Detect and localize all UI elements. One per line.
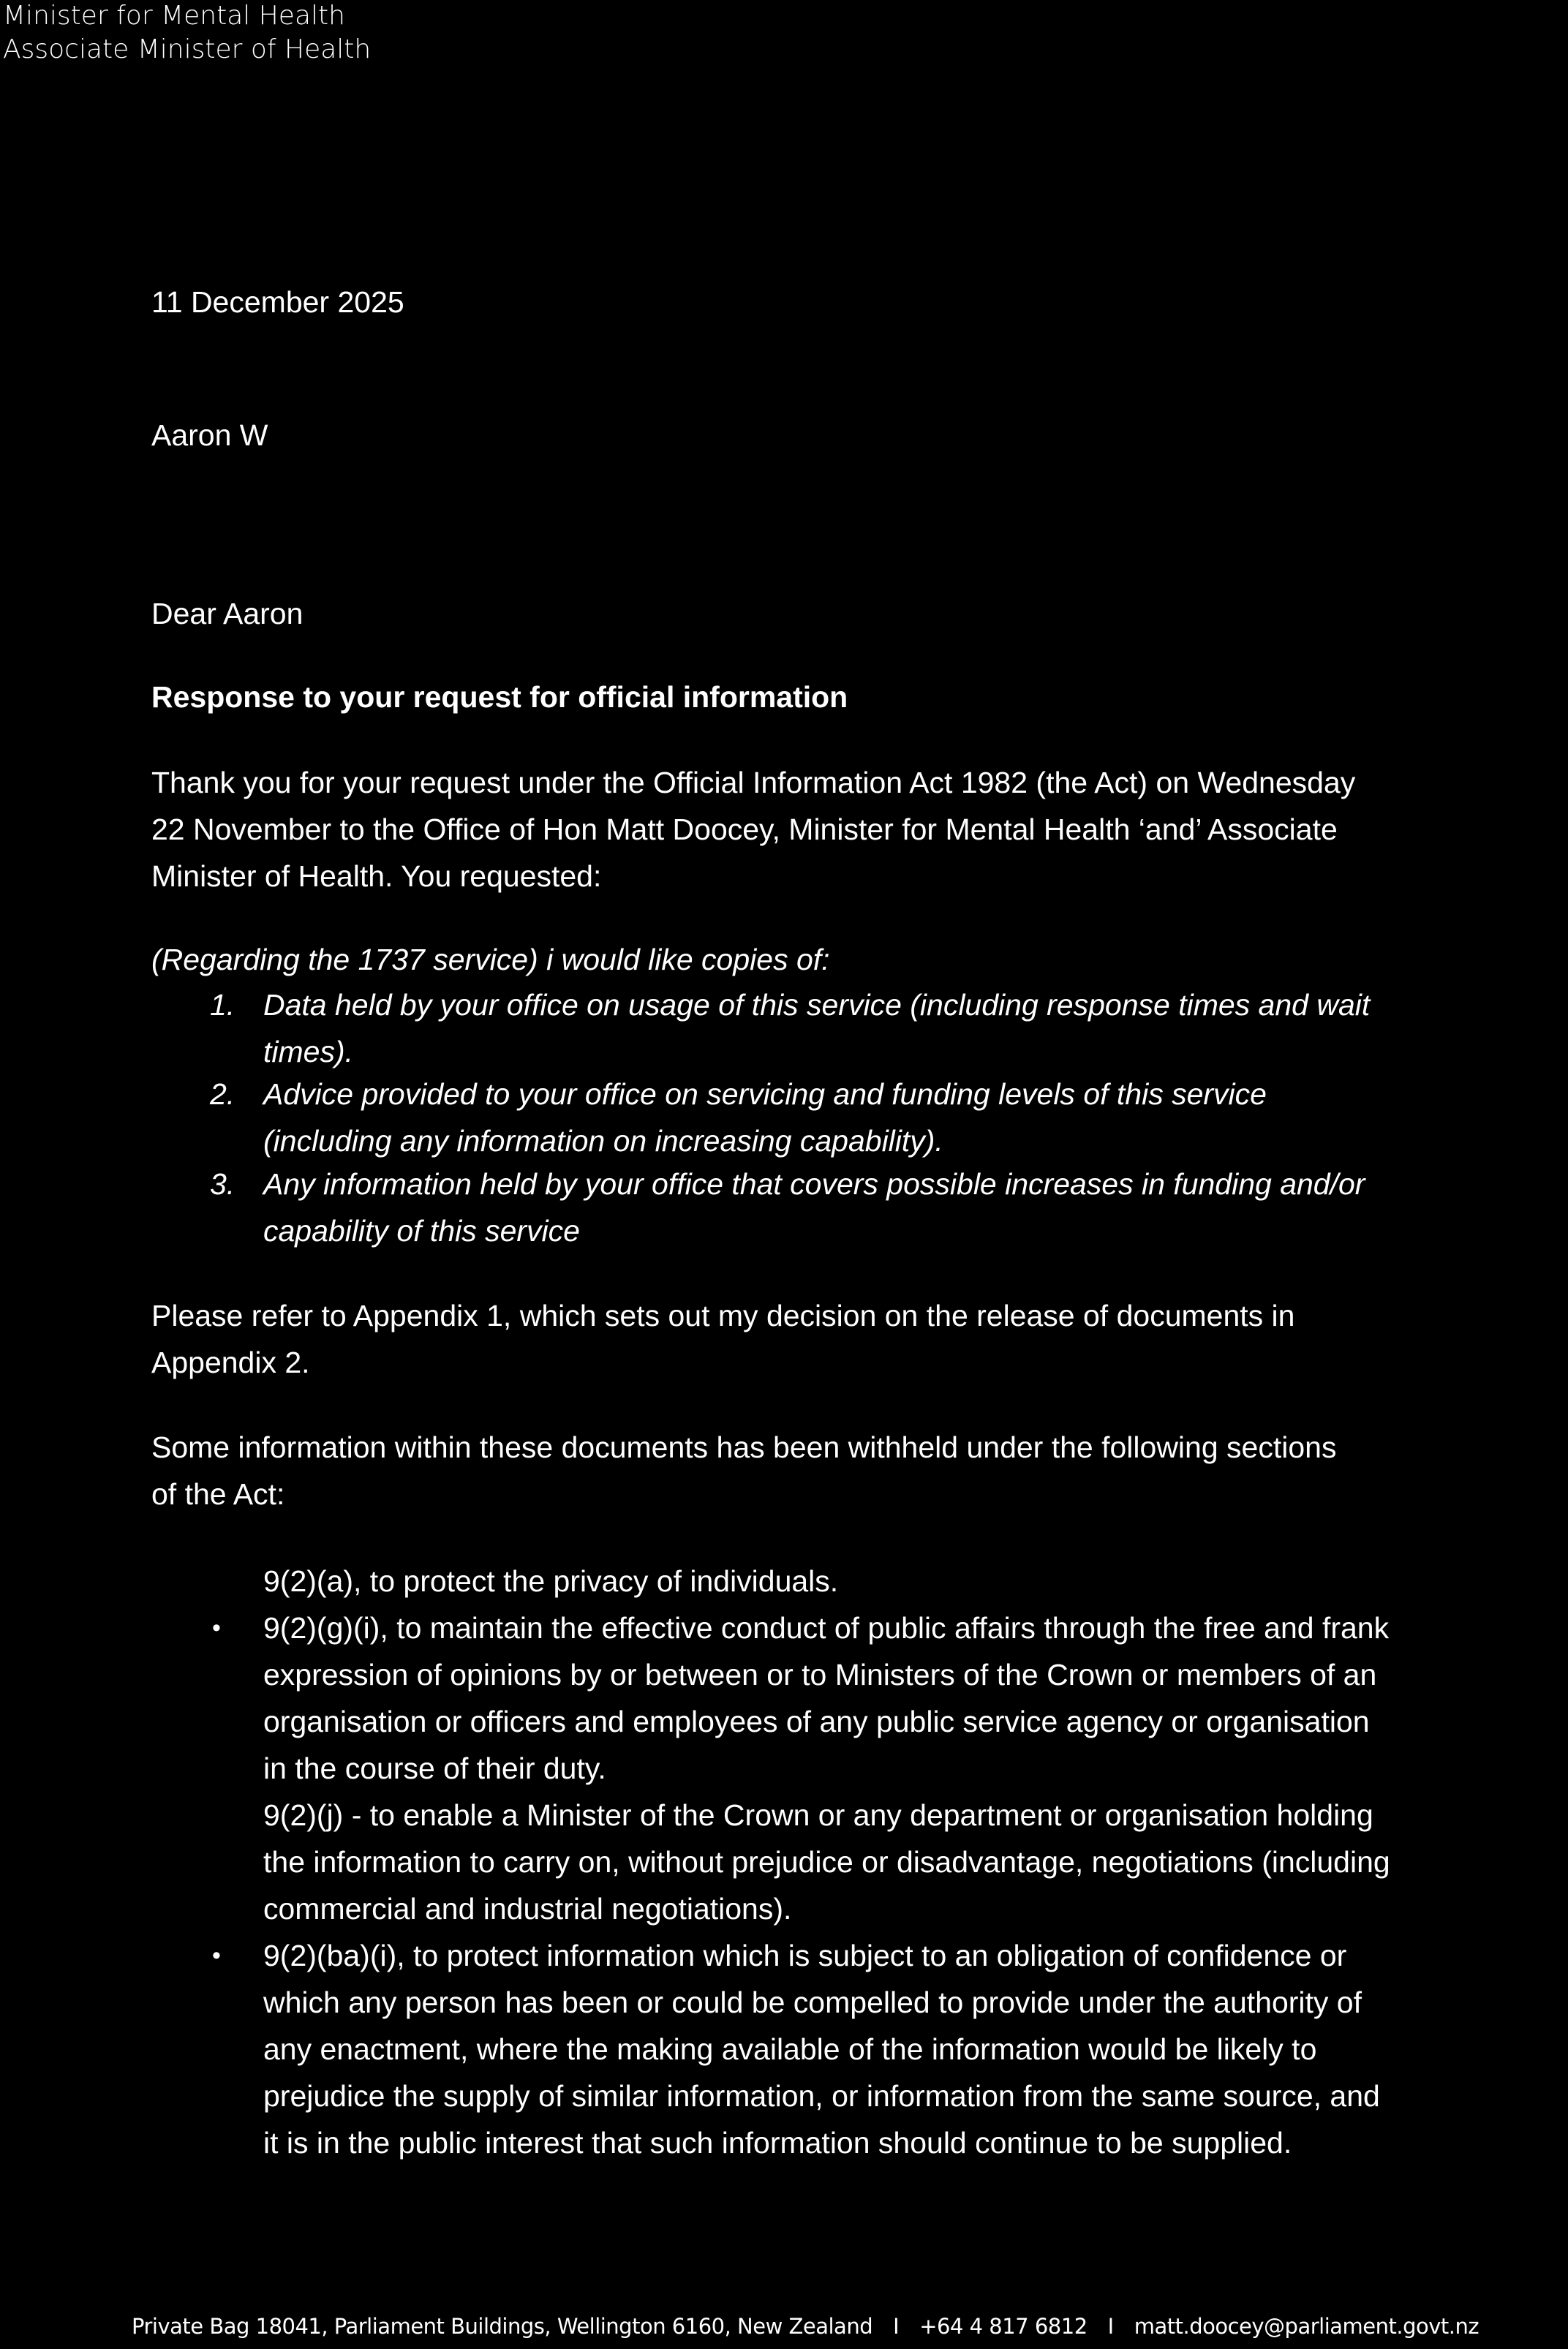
section-text [263, 1932, 1380, 2166]
appendix-line: Appendix 2. [151, 1346, 310, 1379]
item-number: 1. [210, 988, 235, 1022]
subject-heading: Response to your request for official information [151, 680, 848, 714]
section-text [263, 1558, 838, 1605]
letter-date: 11 December 2025 [151, 285, 404, 319]
letterhead-title: Minister for Mental Health [3, 1, 345, 31]
bullet-icon: • [212, 1614, 221, 1642]
item-text [263, 1161, 1365, 1254]
item-line: times). [263, 1035, 353, 1068]
letterhead-subtitle: Associate Minister of Health [3, 34, 372, 64]
intro-line: Thank you for your request under the Official Information Act 1982 (the Act) on Wednesday [151, 766, 1356, 799]
intro-line: Minister of Health. You requested: [151, 859, 602, 893]
section-line: the information to carry on, without prejudice or disadvantage, negotiations (including [263, 1845, 1390, 1879]
footer-email: matt.doocey@parliament.govt.nz [1134, 2314, 1480, 2339]
section-line: any enactment, where the making available of the information would be likely to [263, 2032, 1317, 2066]
salutation: Dear Aaron [151, 597, 304, 630]
section-line: 9(2)(g)(i), to maintain the effective conduct of public affairs through the free and frank [263, 1611, 1390, 1645]
section-line: which any person has been or could be compelled to provide under the authority of [263, 1986, 1362, 2019]
intro-paragraph [151, 759, 1355, 900]
request-list [0, 981, 1568, 1274]
withheld-line: Some information within these documents has been withheld under the following sections [151, 1430, 1337, 1464]
withholding-sections [0, 1558, 1568, 2160]
section-line: 9(2)(a), to protect the privacy of individuals. [263, 1564, 839, 1598]
footer-phone: +64 4 817 6812 [919, 2314, 1088, 2339]
section-line: organisation or officers and employees of any public service agency or organisation [263, 1705, 1370, 1738]
section-line: in the course of their duty. [263, 1752, 606, 1785]
section-line: it is in the public interest that such information should continue to be supplied. [263, 2126, 1292, 2160]
request-lead: (Regarding the 1737 service) i would like copies of: [151, 943, 830, 976]
item-line: capability of this service [263, 1214, 580, 1248]
section-line: prejudice the supply of similar information, or information from the same source, and [263, 2079, 1380, 2113]
item-text [263, 981, 1370, 1075]
footer-separator: I [1107, 2314, 1114, 2339]
item-number: 2. [210, 1077, 235, 1111]
appendix-line: Please refer to Appendix 1, which sets out my decision on the release of documents in [151, 1299, 1295, 1332]
appendix-paragraph [151, 1292, 1294, 1386]
section-line: commercial and industrial negotiations). [263, 1892, 792, 1926]
withheld-paragraph [151, 1424, 1336, 1517]
item-line: Any information held by your office that covers possible increases in funding and/or [263, 1167, 1365, 1201]
intro-line: 22 November to the Office of Hon Matt Doocey, Minister for Mental Health ‘and’ Associate [151, 812, 1338, 846]
section-line: 9(2)(j) - to enable a Minister of the Crown or any department or organisation holding [263, 1798, 1373, 1832]
item-text [263, 1071, 1267, 1164]
section-text [263, 1792, 1390, 1932]
section-text [263, 1605, 1389, 1792]
footer-address: Private Bag 18041, Parliament Buildings, Wellington 6160, New Zealand [132, 2314, 873, 2339]
footer-separator: I [893, 2314, 900, 2339]
item-line: Advice provided to your office on servicing and funding levels of this service [263, 1077, 1267, 1111]
item-line: (including any information on increasing capability). [263, 1124, 943, 1158]
section-line: 9(2)(ba)(i), to protect information which is subject to an obligation of confidence or [263, 1939, 1347, 1972]
bullet-icon: • [212, 1942, 221, 1969]
withheld-line: of the Act: [151, 1477, 285, 1511]
footer [132, 2314, 1479, 2339]
item-number: 3. [210, 1167, 235, 1201]
section-line: expression of opinions by or between or to Ministers of the Crown or members of an [263, 1658, 1377, 1692]
recipient-name: Aaron W [151, 418, 268, 452]
item-line: Data held by your office on usage of this service (including response times and wait [263, 988, 1371, 1022]
